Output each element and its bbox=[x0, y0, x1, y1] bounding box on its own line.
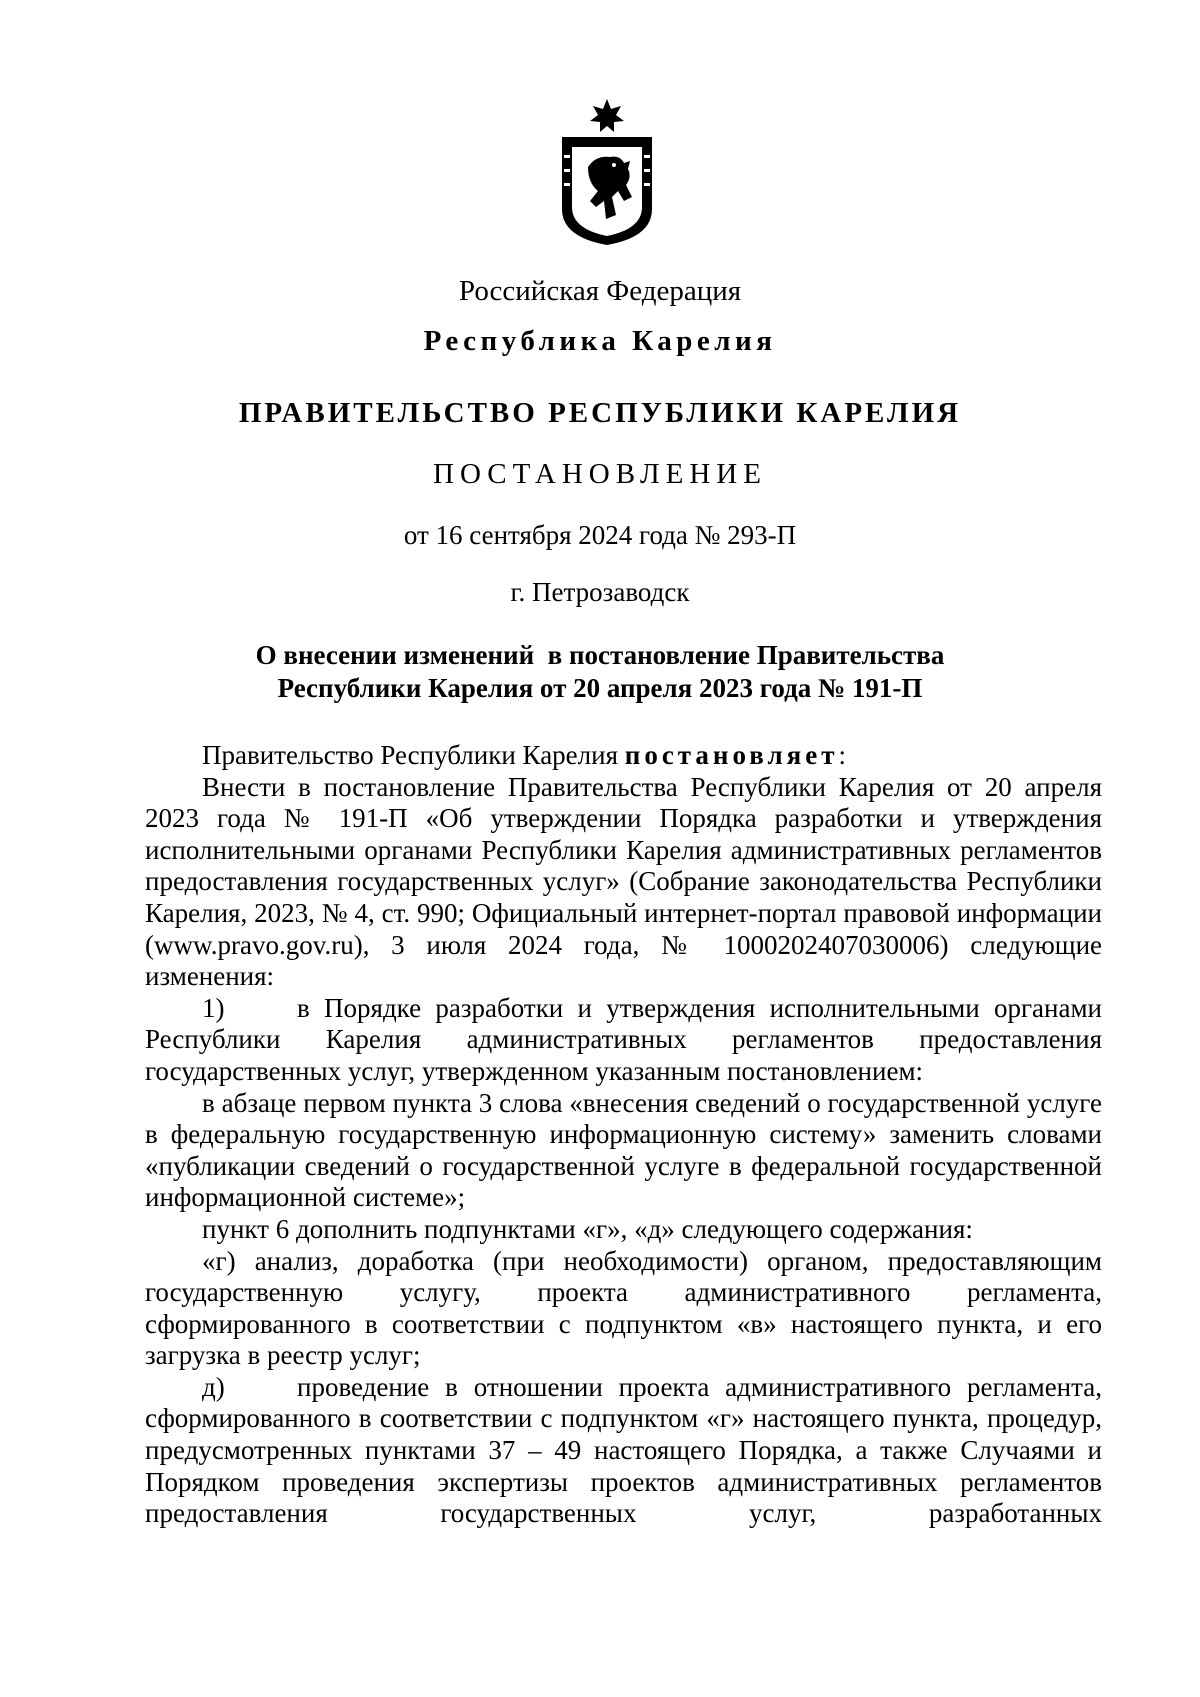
subitem-d-number: д) bbox=[202, 1371, 225, 1402]
document-date-number: от 16 сентября 2024 года № 293-П bbox=[403, 520, 797, 550]
paragraph-3: пункт 6 дополнить подпунктами «г», «д» следующего содержания: bbox=[202, 1213, 973, 1244]
intro-verb: постановляет bbox=[624, 740, 839, 770]
government-name: ПРАВИТЕЛЬСТВО РЕСПУБЛИКИ КАРЕЛИЯ bbox=[238, 397, 962, 429]
intro-prefix: Правительство Республики Карелия bbox=[202, 740, 619, 770]
intro-paragraph bbox=[145, 740, 1102, 772]
subitem-d-text: проведение в отношении проекта административного регламента, сформированного в соответствии с подпунктом «г» настоящего пункта, процедур, предусмотренных пунктами 37 – 49 настоящего Порядка, а также Случаями и Порядком проведения экспертизы проектов административных регламентов предоставления государственных услуг, разработанных bbox=[145, 1371, 1102, 1529]
item-1-number: 1) bbox=[202, 992, 225, 1023]
title-line-2: Республики Карелия от 20 апреля 2023 года № 191-П bbox=[277, 673, 923, 703]
document-title bbox=[0, 639, 1200, 705]
paragraph-2: в абзаце первом пункта 3 слова «внесения сведений о государственной услуге в федеральную государственную информационную систему» заменить словами «публикации сведений о государственной услуге в федеральной государственной информационной системе»; bbox=[145, 1087, 1102, 1213]
country-name: Российская Федерация bbox=[458, 275, 742, 307]
item-1 bbox=[145, 993, 1102, 1088]
republic-name: Республика Карелия bbox=[423, 325, 777, 357]
main-paragraph: Внести в постановление Правительства Республики Карелия от 20 апреля 2023 года № 191-П «Об утверждении Порядка разработки и утверждения исполнительными органами Республики Карелия административных регламентов предоставления государственных услуг» (Собрание законодательства Республики Карелия, 2023, № 4, ст. 990; Официальный интернет-портал правовой информации (www.pravo.gov.ru), 3 июля 2024 года, № 1000202407030006) следующие изменения: bbox=[145, 771, 1102, 992]
item-1-text: в Порядке разработки и утверждения исполнительными органами Республики Карелия административных регламентов предоставления государственных услуг, утвержденном указанным постановлением: bbox=[145, 992, 1102, 1086]
document-body bbox=[145, 740, 1102, 1530]
title-line-1: О внесении изменений в постановление Правительства bbox=[255, 640, 945, 670]
subitem-g: «г) анализ, доработка (при необходимости) органом, предоставляющим государственную услугу, проекта административного регламента, сформированного в соответствии с подпунктом «в» настоящего пункта, и его загрузка в реестр услуг; bbox=[145, 1245, 1102, 1371]
document-city: г. Петрозаводск bbox=[510, 577, 690, 607]
document-type: ПОСТАНОВЛЕНИЕ bbox=[433, 458, 767, 490]
intro-suffix: : bbox=[838, 740, 847, 770]
coat-of-arms-karelia-emblem bbox=[558, 97, 656, 247]
subitem-d bbox=[145, 1372, 1102, 1530]
